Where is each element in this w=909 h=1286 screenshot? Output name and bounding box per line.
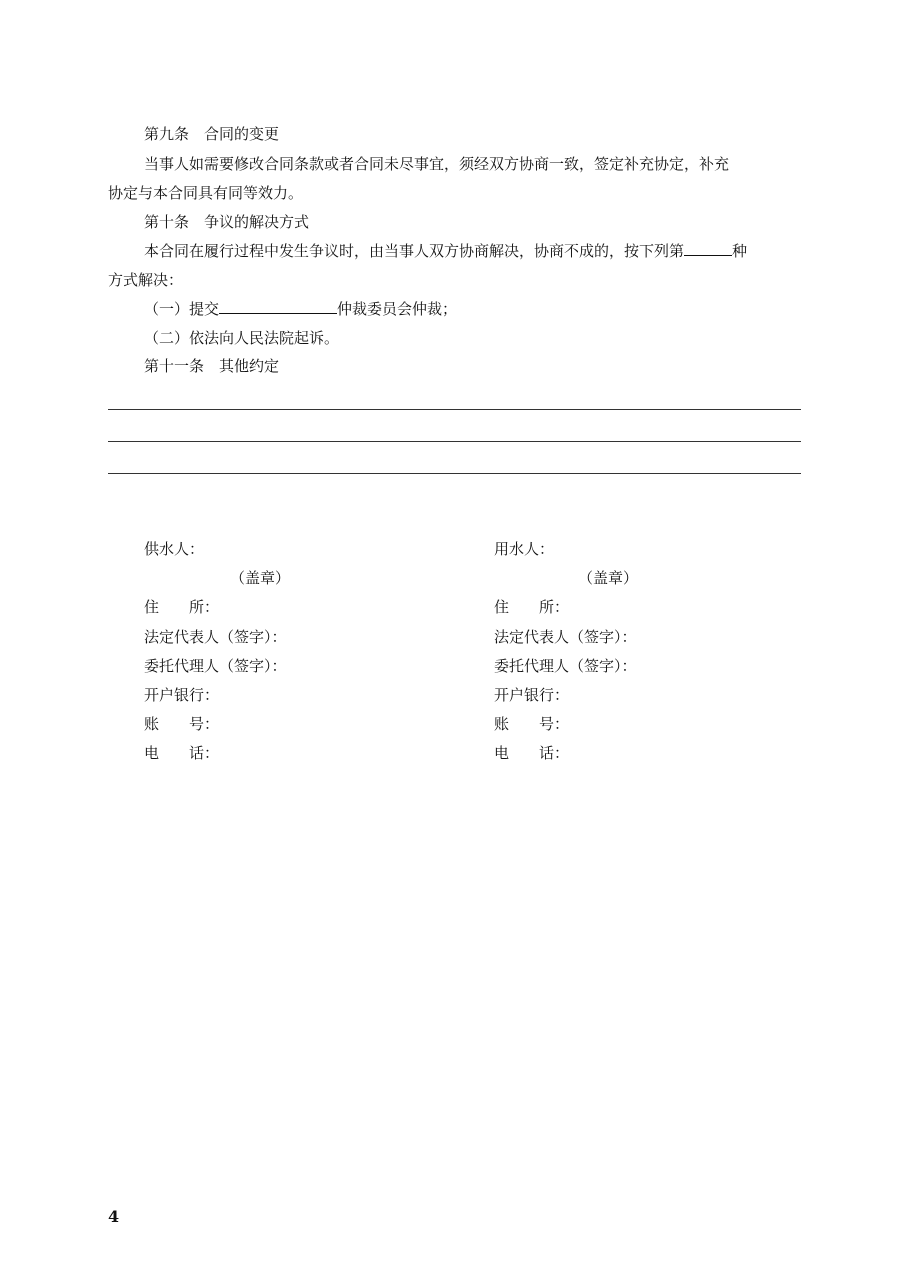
option-number-blank[interactable] (684, 240, 732, 256)
article-10-option-2: （二）依法向人民法院起诉。 (144, 329, 340, 347)
other-terms-line-1[interactable] (108, 409, 801, 410)
supplier-legal-rep: 法定代表人（签字）： (144, 628, 287, 646)
option-1-post: 仲裁委员会仲裁； (337, 300, 458, 318)
supplier-title: 供水人： (144, 540, 205, 558)
article-9-text-line1: 当事人如需要修改合同条款或者合同未尽事宜，须经双方协商一致，签定补充协定，补充 (144, 155, 730, 173)
article-11-heading: 第十一条 其他约定 (144, 357, 280, 375)
page-number: 4 (108, 1207, 120, 1226)
article-9-heading: 第九条 合同的变更 (144, 125, 280, 143)
article-10-option-1 (144, 298, 457, 320)
article-10-text-line1 (144, 240, 747, 262)
article-10-heading: 第十条 争议的解决方式 (144, 213, 310, 231)
supplier-phone: 电 话： (144, 744, 220, 762)
user-seal: （盖章） (578, 569, 639, 587)
supplier-bank: 开户银行： (144, 686, 220, 704)
user-bank: 开户银行： (494, 686, 570, 704)
article-10-text-pre: 本合同在履行过程中发生争议时，由当事人双方协商解决，协商不成的，按下列第 (144, 242, 685, 260)
user-legal-rep: 法定代表人（签字）： (494, 628, 637, 646)
user-account: 账 号： (494, 715, 570, 733)
supplier-agent: 委托代理人（签字）： (144, 657, 287, 675)
article-10-text-post: 种 (732, 242, 748, 260)
article-9-text-line2: 协定与本合同具有同等效力。 (108, 184, 304, 202)
article-10-text-line2: 方式解决： (108, 271, 184, 289)
other-terms-line-3[interactable] (108, 473, 801, 474)
supplier-account: 账 号： (144, 715, 220, 733)
arbitration-committee-blank[interactable] (219, 298, 337, 314)
supplier-address: 住 所： (144, 598, 220, 616)
other-terms-line-2[interactable] (108, 441, 801, 442)
user-phone: 电 话： (494, 744, 570, 762)
user-address: 住 所： (494, 598, 570, 616)
user-title: 用水人： (494, 540, 555, 558)
user-agent: 委托代理人（签字）： (494, 657, 637, 675)
option-1-pre: （一）提交 (144, 300, 220, 318)
supplier-seal: （盖章） (230, 569, 291, 587)
